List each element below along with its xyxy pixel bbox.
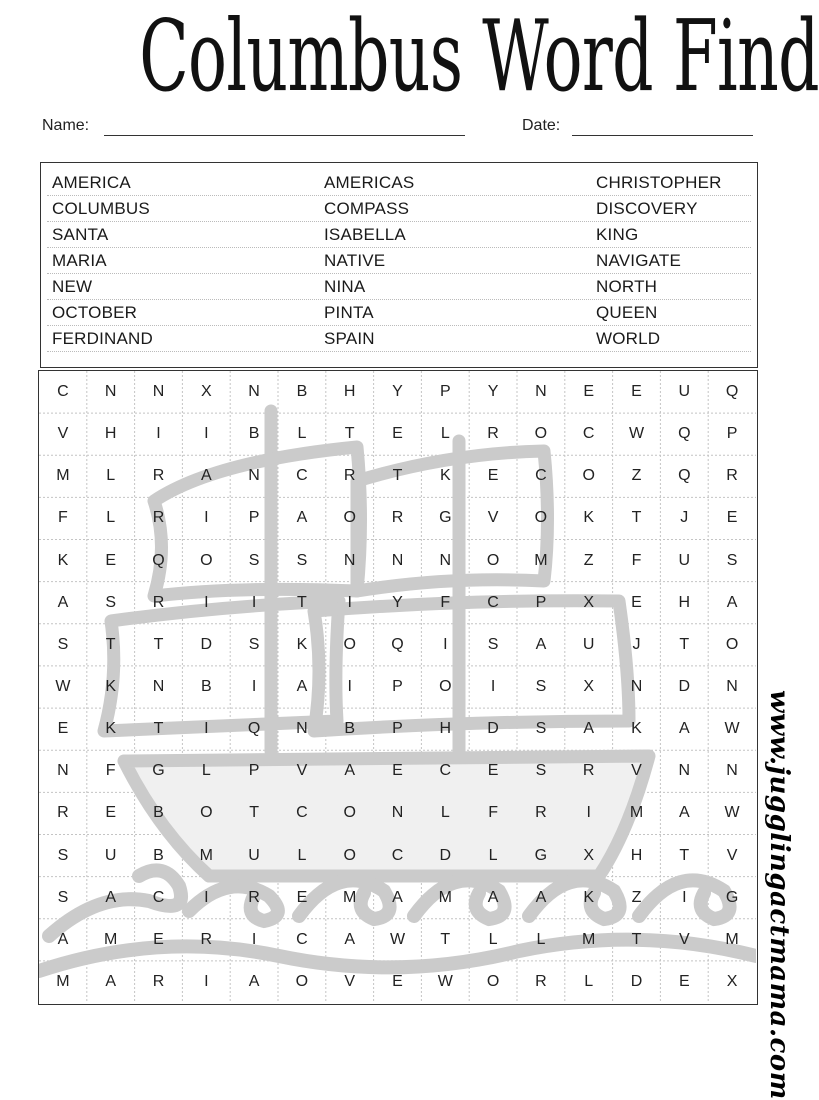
grid-letter[interactable]: N [678,762,691,780]
grid-letter[interactable]: R [152,467,165,485]
word-list-row [47,248,751,274]
grid-letter[interactable]: S [57,888,69,906]
grid-letter[interactable]: R [535,804,547,822]
word-list-item: ISABELLA [324,225,406,244]
grid-letter[interactable]: A [583,720,595,738]
grid-letter[interactable]: O [200,551,213,569]
grid-letter[interactable]: U [248,846,260,864]
word-list-item: DISCOVERY [596,199,698,218]
grid-letter[interactable]: M [438,888,452,906]
grid-letter[interactable]: S [487,635,499,653]
grid-letter[interactable]: T [297,593,307,611]
word-list-row [47,300,751,326]
grid-letter[interactable]: C [296,804,308,822]
grid-letter[interactable]: H [343,383,356,401]
grid-letter[interactable]: P [439,383,451,401]
grid-letter[interactable]: T [631,930,642,948]
grid-letter[interactable]: Y [392,383,403,401]
grid-letter[interactable]: V [57,425,69,443]
word-list-item: PINTA [324,303,374,322]
grid-letter[interactable]: L [297,425,307,443]
grid-letter[interactable]: C [487,593,499,611]
grid-letter[interactable]: J [632,635,641,653]
grid-letter[interactable]: O [725,635,739,653]
grid-letter[interactable]: S [57,635,69,653]
grid-letter[interactable]: N [104,383,117,401]
grid-letter[interactable]: H [104,425,117,443]
grid-letter[interactable]: A [344,930,356,948]
website-url[interactable]: www.jugglingactmama.com [764,690,794,1100]
word-list-box [40,162,758,368]
grid-letter[interactable]: O [343,635,356,653]
word-list-item: NATIVE [324,251,386,270]
grid-letter[interactable]: K [583,509,595,527]
grid-letter[interactable]: W [437,972,453,990]
grid-letter[interactable]: E [296,888,308,906]
grid-letter[interactable]: U [582,635,595,653]
grid-letter[interactable]: S [296,551,308,569]
grid-letter[interactable]: E [105,551,117,569]
grid-letter[interactable]: I [204,720,209,738]
grid-letter[interactable]: R [535,972,547,990]
grid-letter[interactable]: I [204,972,209,990]
grid-letter[interactable]: L [440,425,450,443]
word-list-item: OCTOBER [52,303,138,322]
grid-letter[interactable]: Q [247,720,261,738]
word-list-item: NINA [324,277,366,296]
grid-letter[interactable]: B [200,677,212,695]
grid-letter[interactable]: I [347,677,352,695]
grid-letter[interactable]: I [156,425,161,443]
grid-letter[interactable]: Y [487,383,499,401]
grid-letter[interactable]: L [488,930,498,948]
grid-letter[interactable]: R [200,930,213,948]
grid-letter[interactable]: U [678,383,691,401]
grid-letter[interactable]: T [679,846,690,864]
grid-letter[interactable]: Q [678,467,691,485]
grid-letter[interactable]: X [583,593,595,611]
grid-letter[interactable]: E [153,930,164,948]
grid-letter[interactable]: I [490,677,496,695]
grid-letter[interactable]: T [440,930,451,948]
word-list-item: FERDINAND [52,329,153,348]
grid-letter[interactable]: N [535,383,547,401]
grid-letter[interactable]: P [248,509,260,527]
grid-letter[interactable]: A [726,593,738,611]
grid-letter[interactable]: A [57,593,69,611]
grid-letter[interactable]: M [56,467,70,485]
grid-letter[interactable]: I [204,509,209,527]
grid-letter[interactable]: M [343,888,357,906]
grid-letter[interactable]: A [535,635,547,653]
grid-letter[interactable]: N [152,677,165,695]
grid-letter[interactable]: A [105,972,117,990]
grid-letter[interactable]: N [343,551,356,569]
grid-letter[interactable]: R [152,593,165,611]
grid-letter[interactable]: V [631,762,642,780]
grid-letter[interactable]: E [392,425,403,443]
grid-letter[interactable]: G [439,509,452,527]
grid-letter[interactable]: C [57,383,69,401]
grid-letter[interactable]: G [152,762,165,780]
word-list-row [47,196,751,222]
grid-letter[interactable]: W [389,930,406,948]
word-list-row [47,170,751,196]
grid-letter[interactable]: R [152,509,165,527]
grid-letter[interactable]: E [726,509,738,527]
grid-letter[interactable]: F [105,762,116,780]
grid-letter[interactable]: Q [678,425,691,443]
date-field-line[interactable] [572,135,753,136]
grid-letter[interactable]: R [152,972,165,990]
grid-letter[interactable]: R [248,888,260,906]
grid-letter[interactable]: N [391,551,404,569]
grid-letter[interactable]: E [105,804,117,822]
grid-letter[interactable]: E [392,972,403,990]
grid-letter[interactable]: N [57,762,69,780]
grid-letter[interactable]: P [726,425,738,443]
grid-letter[interactable]: C [296,930,308,948]
grid-letter[interactable]: P [535,593,547,611]
grid-letter[interactable]: V [296,762,308,780]
grid-letter[interactable]: E [487,762,499,780]
grid-letter[interactable]: L [297,846,307,864]
word-list-item: COMPASS [324,199,410,218]
grid-letter[interactable]: A [57,930,69,948]
grid-letter[interactable]: A [105,888,117,906]
grid-letter[interactable]: M [104,930,118,948]
grid-letter[interactable]: M [56,972,70,990]
grid-letter[interactable]: R [57,804,69,822]
name-label: Name: [42,117,90,134]
grid-letter[interactable]: A [296,677,308,695]
grid-letter[interactable]: N [726,762,738,780]
grid-letter[interactable]: N [726,677,738,695]
grid-letter[interactable]: H [630,846,643,864]
grid-letter[interactable]: S [535,762,547,780]
grid-letter[interactable]: K [631,720,642,738]
grid-letter[interactable]: A [487,888,499,906]
grid-letter[interactable]: D [200,635,213,653]
grid-letter[interactable]: O [486,972,500,990]
word-list-item: COLUMBUS [52,199,150,218]
grid-letter[interactable]: A [296,509,308,527]
grid-letter[interactable]: O [200,804,213,822]
grid-letter[interactable]: U [104,846,117,864]
grid-letter[interactable]: S [535,677,547,695]
grid-letter[interactable]: N [439,551,452,569]
grid-letter[interactable]: K [105,677,117,695]
grid-letter[interactable]: F [631,551,642,569]
grid-letter[interactable]: G [534,846,548,864]
grid-letter[interactable]: K [583,888,595,906]
grid-letter[interactable]: X [200,383,212,401]
word-list-row [47,222,751,248]
grid-letter[interactable]: O [343,846,356,864]
grid-letter[interactable]: E [631,383,642,401]
grid-letter[interactable]: Z [631,888,642,906]
grid-letter[interactable]: M [725,930,739,948]
word-list-item: SPAIN [324,329,375,348]
grid-letter[interactable]: I [586,804,591,822]
grid-letter[interactable]: B [248,425,260,443]
grid-letter[interactable]: T [679,635,690,653]
grid-letter[interactable]: R [487,425,499,443]
grid-letter[interactable]: W [724,804,740,822]
grid-letter[interactable]: T [344,425,355,443]
grid-letter[interactable]: C [535,467,547,485]
worksheet-title: Columbus Word Find [139,0,819,114]
grid-letter[interactable]: D [630,972,643,990]
grid-letter[interactable]: I [204,425,209,443]
grid-letter[interactable]: C [296,467,308,485]
grid-letter[interactable]: I [204,593,209,611]
grid-letter[interactable]: A [678,804,690,822]
grid-letter[interactable]: N [630,677,643,695]
grid-letter[interactable]: H [678,593,691,611]
word-list-item: CHRISTOPHER [596,173,722,192]
grid-letter[interactable]: T [249,804,259,822]
grid-letter[interactable]: S [248,551,260,569]
grid-letter[interactable]: K [439,467,451,485]
grid-letter[interactable]: O [343,804,356,822]
grid-letter[interactable]: A [392,888,403,906]
grid-letter[interactable]: I [682,888,687,906]
word-list-item: WORLD [596,329,661,348]
grid-letter[interactable]: T [105,635,116,653]
name-field-line[interactable] [104,135,465,136]
grid-letter[interactable]: L [201,762,211,780]
grid-letter[interactable]: N [296,720,308,738]
grid-letter[interactable]: M [582,930,596,948]
grid-letter[interactable]: I [251,677,257,695]
grid-letter[interactable]: F [440,593,451,611]
word-list-item: MARIA [52,251,107,270]
grid-letter[interactable]: B [153,804,164,822]
grid-letter[interactable]: I [347,593,352,611]
grid-letter[interactable]: L [440,804,450,822]
word-list-item: NORTH [596,277,658,296]
grid-letter[interactable]: P [392,720,403,738]
grid-letter[interactable]: V [678,930,690,948]
grid-letter[interactable]: W [628,425,645,443]
grid-letter[interactable]: Q [725,383,739,401]
grid-letter[interactable]: S [248,635,260,653]
grid-letter[interactable]: B [153,846,164,864]
grid-letter[interactable]: O [534,425,548,443]
grid-letter[interactable]: Q [152,551,165,569]
grid-letter[interactable]: Z [631,467,642,485]
grid-letter[interactable]: N [391,804,404,822]
grid-letter[interactable]: S [535,720,547,738]
grid-letter[interactable]: A [535,888,547,906]
grid-letter[interactable]: L [536,930,546,948]
grid-letter[interactable]: V [726,846,738,864]
grid-letter[interactable]: W [724,720,740,738]
grid-letter[interactable]: X [726,972,738,990]
grid-letter[interactable]: S [726,551,738,569]
grid-letter[interactable]: M [534,551,548,569]
grid-letter[interactable]: T [153,720,164,738]
grid-letter[interactable]: L [106,467,116,485]
grid-letter[interactable]: S [57,846,69,864]
grid-letter[interactable]: T [392,467,403,485]
grid-letter[interactable]: L [488,846,498,864]
grid-letter[interactable]: Y [392,593,403,611]
grid-letter[interactable]: Z [583,551,594,569]
grid-letter[interactable]: E [487,467,499,485]
word-list-item: QUEEN [596,303,658,322]
grid-letter[interactable]: R [391,509,404,527]
letter-grid [38,370,758,1005]
grid-letter[interactable]: W [55,677,71,695]
grid-letter[interactable]: R [726,467,738,485]
grid-letter[interactable]: O [534,509,548,527]
grid-letter[interactable]: E [57,720,69,738]
grid-letter[interactable]: O [439,677,452,695]
word-list-item: NEW [52,277,93,296]
grid-letter[interactable]: M [629,804,644,822]
word-list-item: AMERICAS [324,173,415,192]
grid-letter[interactable]: M [199,846,213,864]
grid-letter[interactable]: O [295,972,309,990]
grid-letter[interactable]: K [296,635,308,653]
grid-letter[interactable]: A [678,720,690,738]
grid-letter[interactable]: P [248,762,260,780]
grid-letter[interactable]: A [344,762,356,780]
grid-letter[interactable]: B [344,720,356,738]
grid-letter[interactable]: F [488,804,498,822]
grid-letter[interactable]: T [153,635,164,653]
grid-letter[interactable]: V [344,972,356,990]
grid-letter[interactable]: P [392,677,403,695]
grid-letter[interactable]: R [582,762,595,780]
grid-letter[interactable]: I [251,930,257,948]
grid-letter[interactable]: U [678,551,691,569]
grid-letter[interactable]: O [582,467,595,485]
grid-letter[interactable]: H [439,720,452,738]
grid-letter[interactable]: N [152,383,165,401]
grid-letter[interactable]: I [251,593,257,611]
grid-letter[interactable]: S [105,593,117,611]
grid-letter[interactable]: A [248,972,260,990]
grid-letter[interactable]: C [152,888,165,906]
grid-letter[interactable]: E [583,383,595,401]
grid-letter[interactable]: C [582,425,595,443]
grid-letter[interactable]: L [106,509,116,527]
grid-letter[interactable]: K [105,720,117,738]
date-label: Date: [522,117,561,134]
grid-letter[interactable]: E [678,972,690,990]
word-list-row [47,274,751,300]
grid-letter[interactable]: X [583,677,595,695]
grid-letter[interactable]: E [631,593,642,611]
grid-letter[interactable]: A [200,467,212,485]
grid-letter[interactable]: I [443,635,448,653]
grid-letter[interactable]: V [487,509,499,527]
word-list-item: KING [596,225,639,244]
grid-letter[interactable]: N [248,467,260,485]
grid-letter[interactable]: E [392,762,403,780]
grid-letter[interactable]: O [486,551,500,569]
grid-letter[interactable]: T [631,509,642,527]
grid-letter[interactable]: D [678,677,691,695]
grid-letter[interactable]: F [58,509,68,527]
grid-letter[interactable]: D [439,846,452,864]
grid-letter[interactable]: K [57,551,69,569]
grid-letter[interactable]: B [296,383,308,401]
word-list-item: SANTA [52,225,109,244]
word-list-item: NAVIGATE [596,251,682,270]
grid-letter[interactable]: J [680,509,689,527]
grid-letter[interactable]: C [391,846,404,864]
word-list-row [47,326,751,352]
word-list-item: AMERICA [52,173,131,192]
grid-letter[interactable]: O [343,509,356,527]
grid-letter[interactable]: R [343,467,356,485]
grid-letter[interactable]: D [487,720,499,738]
grid-letter[interactable]: N [248,383,260,401]
grid-letter[interactable]: Q [391,635,404,653]
grid-letter[interactable]: X [583,846,595,864]
grid-letter[interactable]: C [439,762,452,780]
grid-letter[interactable]: L [584,972,594,990]
grid-letter[interactable]: G [725,888,739,906]
grid-letter[interactable]: I [204,888,209,906]
